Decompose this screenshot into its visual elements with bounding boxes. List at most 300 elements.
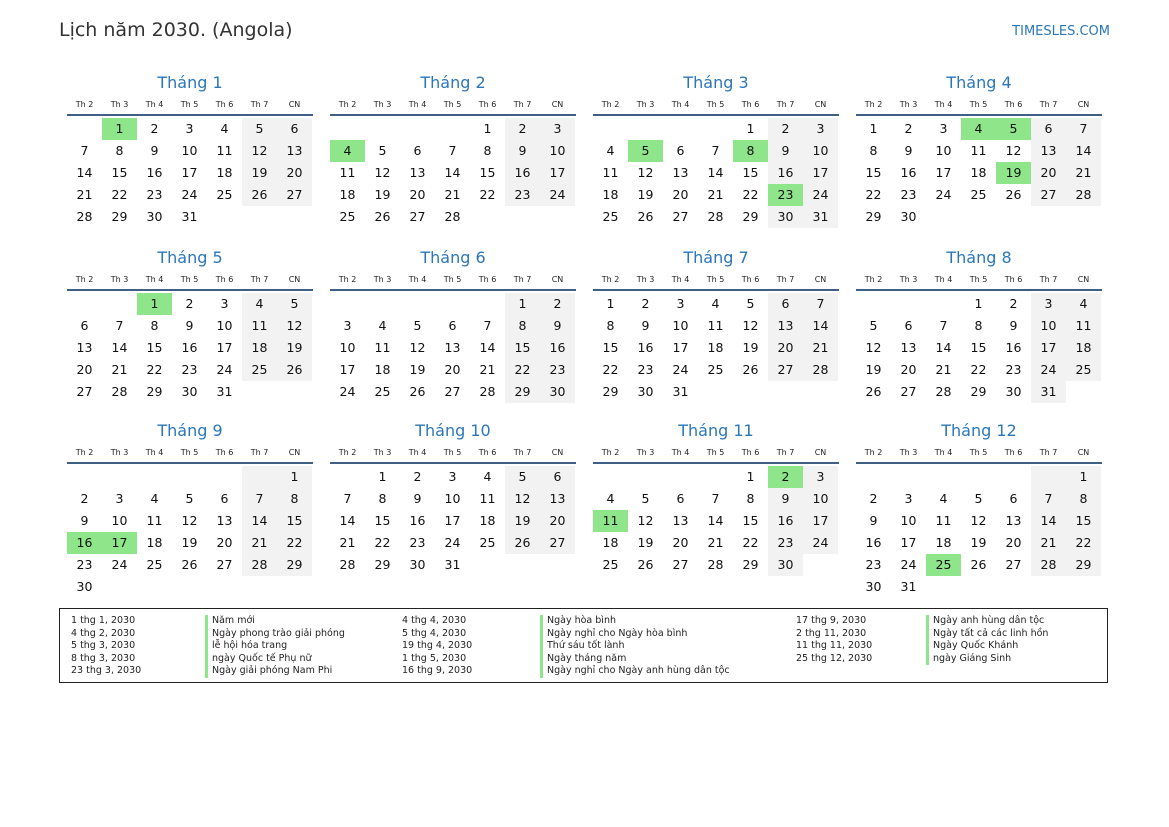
day-cell: 17 [672, 340, 689, 355]
holiday-day-cell: 5 [628, 140, 663, 162]
weekday-label: Th 5 [969, 275, 988, 284]
day-cell: 4 [220, 121, 229, 136]
day-cell: 29 [602, 384, 619, 399]
day-cell: 22 [742, 187, 759, 202]
empty-cell [330, 466, 365, 488]
day-cell: 8 [746, 491, 755, 506]
day-cell: 22 [602, 362, 619, 377]
day-cell: 28 [444, 209, 461, 224]
weekday-header [593, 446, 839, 464]
day-cell: 23 [505, 184, 540, 206]
weekday-header [67, 446, 313, 464]
day-cell: 9 [768, 488, 803, 510]
day-cell: 6 [1009, 491, 1018, 506]
day-cell: 26 [374, 209, 391, 224]
day-cell: 16 [409, 513, 426, 528]
day-cell: 4 [711, 296, 720, 311]
empty-cell [593, 466, 628, 488]
day-cell: 16 [1005, 340, 1022, 355]
day-cell: 28 [1066, 184, 1101, 206]
day-cell: 3 [803, 466, 838, 488]
holiday-name: Ngày phong trào giải phóng [205, 628, 345, 641]
day-cell: 14 [444, 165, 461, 180]
day-cell: 17 [900, 535, 917, 550]
day-cell: 18 [216, 165, 233, 180]
day-cell: 20 [76, 362, 93, 377]
day-cell: 29 [374, 557, 391, 572]
day-cell: 6 [413, 143, 422, 158]
day-cell: 10 [900, 513, 917, 528]
day-cell: 9 [505, 140, 540, 162]
day-cell: 9 [150, 143, 159, 158]
day-cell: 25 [1066, 359, 1101, 381]
day-cell: 15 [970, 340, 987, 355]
empty-cell [67, 118, 102, 140]
day-cell: 11 [935, 513, 952, 528]
weekday-label: CN [1077, 275, 1090, 284]
holiday-day-cell: 4 [961, 118, 996, 140]
day-cell: 12 [637, 165, 654, 180]
weekday-label: Th 4 [671, 448, 690, 457]
weekday-label: Th 7 [513, 275, 532, 284]
weekday-label: Th 2 [338, 448, 357, 457]
weekday-label: Th 2 [864, 100, 883, 109]
weekday-label: CN [814, 275, 827, 284]
weekday-label: Th 4 [671, 100, 690, 109]
day-cell: 24 [672, 362, 689, 377]
weekday-label: Th 3 [373, 448, 392, 457]
holiday-day-cell: 11 [593, 510, 628, 532]
day-cell: 15 [277, 510, 312, 532]
day-cell: 13 [277, 140, 312, 162]
day-cell: 2 [185, 296, 194, 311]
weekday-label: Th 3 [110, 448, 129, 457]
day-cell: 23 [900, 187, 917, 202]
day-cell: 20 [900, 362, 917, 377]
day-cell: 29 [1066, 554, 1101, 576]
day-cell: 16 [505, 162, 540, 184]
empty-cell [242, 466, 277, 488]
day-cell: 10 [111, 513, 128, 528]
day-cell: 1 [277, 466, 312, 488]
day-cell: 24 [900, 557, 917, 572]
empty-cell [67, 293, 102, 315]
day-cell: 24 [181, 187, 198, 202]
day-cell: 21 [479, 362, 496, 377]
day-cell: 18 [935, 535, 952, 550]
weekday-label: Th 4 [408, 275, 427, 284]
day-cell: 8 [1066, 488, 1101, 510]
day-cell: 30 [900, 209, 917, 224]
day-cell: 12 [970, 513, 987, 528]
empty-cell [400, 293, 435, 315]
day-cell: 29 [742, 557, 759, 572]
day-cell: 26 [865, 384, 882, 399]
weekday-label: Th 4 [145, 100, 164, 109]
day-cell: 3 [540, 118, 575, 140]
day-cell: 15 [479, 165, 496, 180]
day-cell: 3 [676, 296, 685, 311]
day-cell: 27 [216, 557, 233, 572]
day-cell: 11 [1066, 315, 1101, 337]
day-cell: 8 [483, 143, 492, 158]
weekday-label: Th 2 [338, 100, 357, 109]
weekday-label: Th 5 [443, 448, 462, 457]
day-cell: 2 [413, 469, 422, 484]
day-cell: 20 [1005, 535, 1022, 550]
day-cell: 15 [742, 165, 759, 180]
weekday-header [330, 273, 576, 291]
day-cell: 28 [935, 384, 952, 399]
day-cell: 26 [1005, 187, 1022, 202]
weekday-label: Th 3 [373, 100, 392, 109]
day-cell: 1 [606, 296, 615, 311]
weekday-label: Th 3 [899, 100, 918, 109]
day-cell: 12 [374, 165, 391, 180]
day-cell: 29 [505, 381, 540, 403]
weekday-label: Th 3 [636, 275, 655, 284]
day-grid [856, 118, 1102, 228]
day-cell: 15 [505, 337, 540, 359]
day-cell: 12 [277, 315, 312, 337]
day-cell: 27 [76, 384, 93, 399]
weekday-label: Th 5 [443, 100, 462, 109]
weekday-label: Th 5 [180, 275, 199, 284]
holiday-name: Năm mới [205, 615, 345, 628]
holiday-day-cell: 8 [733, 140, 768, 162]
day-cell: 3 [220, 296, 229, 311]
empty-cell [435, 293, 470, 315]
empty-cell [856, 466, 891, 488]
day-cell: 23 [181, 362, 198, 377]
weekday-header [67, 98, 313, 116]
day-cell: 14 [1066, 140, 1101, 162]
weekday-label: Th 6 [478, 275, 497, 284]
day-cell: 21 [1031, 532, 1066, 554]
holiday-name: Ngày nghỉ cho Ngày hòa bình [540, 628, 730, 641]
weekday-label: Th 5 [969, 100, 988, 109]
day-cell: 24 [444, 535, 461, 550]
day-cell: 24 [540, 184, 575, 206]
weekday-label: Th 5 [706, 100, 725, 109]
holiday-day-cell: 23 [768, 184, 803, 206]
empty-cell [102, 466, 137, 488]
holiday-date: 17 thg 9, 2030 [796, 615, 867, 626]
weekday-header [856, 273, 1102, 291]
day-cell: 3 [904, 491, 913, 506]
weekday-label: Th 7 [250, 100, 269, 109]
month-calendar [593, 420, 839, 576]
empty-cell [891, 466, 926, 488]
weekday-label: Th 4 [408, 448, 427, 457]
month-name: Tháng 3 [683, 73, 749, 92]
day-cell: 28 [707, 557, 724, 572]
weekday-label: Th 2 [338, 275, 357, 284]
day-cell: 12 [1005, 143, 1022, 158]
weekday-label: Th 2 [601, 100, 620, 109]
holiday-date: 16 thg 9, 2030 [402, 665, 473, 677]
day-grid [67, 118, 313, 228]
day-cell: 3 [939, 121, 948, 136]
day-cell: 10 [803, 488, 838, 510]
day-cell: 31 [444, 557, 461, 572]
day-grid [330, 293, 576, 403]
day-cell: 18 [339, 187, 356, 202]
day-cell: 6 [676, 143, 685, 158]
day-cell: 13 [444, 340, 461, 355]
weekday-label: Th 3 [636, 100, 655, 109]
day-cell: 8 [606, 318, 615, 333]
day-cell: 11 [216, 143, 233, 158]
weekday-label: Th 6 [215, 100, 234, 109]
day-cell: 14 [242, 510, 277, 532]
day-cell: 31 [181, 209, 198, 224]
day-cell: 28 [339, 557, 356, 572]
weekday-label: Th 5 [443, 275, 462, 284]
weekday-label: CN [551, 448, 564, 457]
holiday-date: 19 thg 4, 2030 [402, 640, 473, 652]
empty-cell [365, 118, 400, 140]
day-cell: 5 [242, 118, 277, 140]
day-cell: 31 [216, 384, 233, 399]
weekday-label: Th 7 [1039, 448, 1058, 457]
legend-name-column [926, 615, 1048, 665]
day-cell: 3 [448, 469, 457, 484]
day-cell: 24 [111, 557, 128, 572]
day-cell: 1 [746, 121, 755, 136]
day-cell: 13 [540, 488, 575, 510]
holiday-date: 23 thg 3, 2030 [71, 665, 142, 677]
day-cell: 26 [505, 532, 540, 554]
day-cell: 6 [220, 491, 229, 506]
day-cell: 28 [111, 384, 128, 399]
day-cell: 25 [970, 187, 987, 202]
weekday-header [67, 273, 313, 291]
day-cell: 21 [444, 187, 461, 202]
day-cell: 23 [1005, 362, 1022, 377]
weekday-label: CN [1077, 100, 1090, 109]
day-cell: 31 [672, 384, 689, 399]
holiday-name: lễ hội hóa trang [205, 640, 345, 653]
day-cell: 10 [444, 491, 461, 506]
day-cell: 30 [146, 209, 163, 224]
empty-cell [628, 118, 663, 140]
day-cell: 1 [378, 469, 387, 484]
day-cell: 20 [277, 162, 312, 184]
weekday-header [330, 446, 576, 464]
weekday-label: Th 7 [776, 275, 795, 284]
day-cell: 13 [76, 340, 93, 355]
day-cell: 14 [803, 315, 838, 337]
day-cell: 8 [869, 143, 878, 158]
day-cell: 24 [339, 384, 356, 399]
day-grid [67, 293, 313, 403]
legend-date-column [402, 615, 472, 678]
day-cell: 28 [242, 554, 277, 576]
day-cell: 9 [904, 143, 913, 158]
day-cell: 14 [1031, 510, 1066, 532]
day-cell: 9 [1009, 318, 1018, 333]
weekday-label: CN [814, 100, 827, 109]
day-cell: 11 [146, 513, 163, 528]
day-cell: 6 [768, 293, 803, 315]
day-cell: 9 [540, 315, 575, 337]
day-cell: 7 [1066, 118, 1101, 140]
day-cell: 20 [672, 535, 689, 550]
holiday-name: Ngày nghỉ cho Ngày anh hùng dân tộc [540, 665, 730, 678]
day-cell: 16 [900, 165, 917, 180]
day-cell: 21 [1066, 162, 1101, 184]
holiday-name: Ngày tất cả các linh hồn [926, 628, 1048, 641]
weekday-label: Th 7 [513, 448, 532, 457]
day-cell: 18 [146, 535, 163, 550]
empty-cell [67, 466, 102, 488]
weekday-label: Th 6 [478, 100, 497, 109]
weekday-label: Th 3 [110, 100, 129, 109]
day-cell: 30 [637, 384, 654, 399]
day-cell: 9 [869, 513, 878, 528]
holiday-name: Ngày anh hùng dân tộc [926, 615, 1048, 628]
day-cell: 12 [505, 488, 540, 510]
day-cell: 4 [606, 491, 615, 506]
empty-cell [330, 293, 365, 315]
day-cell: 30 [76, 579, 93, 594]
holiday-date: 1 thg 1, 2030 [71, 615, 136, 626]
month-calendar [593, 72, 839, 228]
day-cell: 6 [676, 491, 685, 506]
weekday-label: Th 6 [741, 100, 760, 109]
empty-cell [926, 466, 961, 488]
day-cell: 20 [216, 535, 233, 550]
empty-cell [891, 293, 926, 315]
day-cell: 27 [540, 532, 575, 554]
weekday-label: Th 7 [776, 100, 795, 109]
weekday-header [856, 446, 1102, 464]
day-cell: 11 [242, 315, 277, 337]
day-cell: 10 [672, 318, 689, 333]
day-cell: 30 [1005, 384, 1022, 399]
day-cell: 15 [374, 513, 391, 528]
day-cell: 7 [115, 318, 124, 333]
empty-cell [996, 466, 1031, 488]
day-cell: 23 [540, 359, 575, 381]
day-cell: 1 [1066, 466, 1101, 488]
weekday-label: Th 5 [180, 100, 199, 109]
day-cell: 10 [181, 143, 198, 158]
legend-name-column [205, 615, 345, 678]
day-cell: 13 [1031, 140, 1066, 162]
day-cell: 27 [444, 384, 461, 399]
day-cell: 29 [111, 209, 128, 224]
day-cell: 14 [76, 165, 93, 180]
weekday-label: Th 2 [601, 275, 620, 284]
day-cell: 25 [374, 384, 391, 399]
day-cell: 15 [146, 340, 163, 355]
day-cell: 7 [343, 491, 352, 506]
weekday-label: Th 6 [1004, 275, 1023, 284]
weekday-label: CN [288, 275, 301, 284]
site-link[interactable]: TIMESLES.COM [1012, 24, 1110, 39]
day-cell: 6 [448, 318, 457, 333]
day-cell: 25 [602, 557, 619, 572]
day-cell: 17 [444, 513, 461, 528]
day-cell: 31 [803, 206, 838, 228]
day-cell: 16 [865, 535, 882, 550]
day-cell: 6 [1031, 118, 1066, 140]
day-cell: 7 [448, 143, 457, 158]
day-cell: 10 [339, 340, 356, 355]
day-cell: 3 [1031, 293, 1066, 315]
day-cell: 17 [803, 162, 838, 184]
holiday-day-cell: 1 [102, 118, 137, 140]
day-cell: 26 [409, 384, 426, 399]
month-calendar [593, 247, 839, 403]
day-cell: 25 [146, 557, 163, 572]
day-grid [856, 466, 1102, 598]
holiday-day-cell: 25 [926, 554, 961, 576]
day-cell: 8 [115, 143, 124, 158]
day-cell: 5 [378, 143, 387, 158]
day-cell: 18 [1066, 337, 1101, 359]
month-name: Tháng 9 [157, 421, 223, 440]
day-cell: 30 [768, 206, 803, 228]
day-cell: 22 [146, 362, 163, 377]
month-name: Tháng 6 [420, 248, 486, 267]
day-grid [856, 293, 1102, 403]
day-cell: 9 [413, 491, 422, 506]
day-cell: 22 [970, 362, 987, 377]
holiday-name: Thứ sáu tốt lành [540, 640, 730, 653]
holiday-date: 5 thg 3, 2030 [71, 640, 136, 652]
empty-cell [207, 466, 242, 488]
empty-cell [330, 118, 365, 140]
day-cell: 5 [505, 466, 540, 488]
day-cell: 22 [479, 187, 496, 202]
day-cell: 8 [277, 488, 312, 510]
day-cell: 23 [768, 532, 803, 554]
day-cell: 29 [742, 209, 759, 224]
day-cell: 26 [242, 184, 277, 206]
month-name: Tháng 2 [420, 73, 486, 92]
day-cell: 22 [742, 535, 759, 550]
day-cell: 11 [970, 143, 987, 158]
weekday-label: Th 5 [180, 448, 199, 457]
day-cell: 9 [768, 140, 803, 162]
day-cell: 19 [637, 187, 654, 202]
day-cell: 3 [185, 121, 194, 136]
month-name: Tháng 1 [157, 73, 223, 92]
empty-cell [593, 118, 628, 140]
day-cell: 29 [865, 209, 882, 224]
day-cell: 15 [1066, 510, 1101, 532]
day-cell: 2 [904, 121, 913, 136]
holiday-name: ngày Quốc tế Phụ nữ [205, 653, 345, 666]
holiday-day-cell: 1 [137, 293, 172, 315]
day-cell: 1 [505, 293, 540, 315]
day-grid [593, 466, 839, 576]
day-cell: 14 [935, 340, 952, 355]
day-cell: 25 [479, 535, 496, 550]
weekday-header [593, 98, 839, 116]
empty-cell [628, 466, 663, 488]
empty-cell [926, 293, 961, 315]
day-cell: 27 [409, 209, 426, 224]
legend-date-column [71, 615, 141, 678]
day-cell: 19 [637, 535, 654, 550]
day-cell: 15 [602, 340, 619, 355]
holiday-day-cell: 16 [67, 532, 102, 554]
weekday-header [330, 98, 576, 116]
